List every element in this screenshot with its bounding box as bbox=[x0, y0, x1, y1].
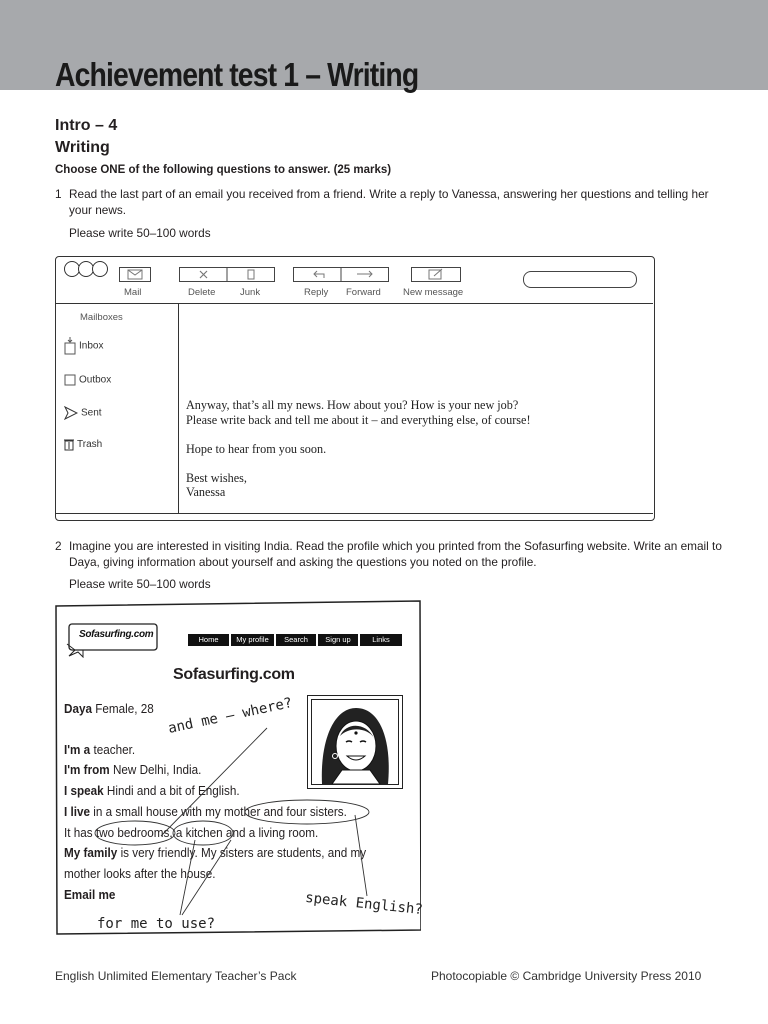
folder-label: Outbox bbox=[79, 374, 112, 386]
inbox-icon bbox=[64, 337, 76, 355]
delete-junk-button-group bbox=[179, 267, 275, 282]
question-number: 2 bbox=[55, 539, 62, 553]
label-speak: I speak bbox=[64, 783, 104, 799]
question-text: Read the last part of an email you received from a friend. Write a reply to Vanessa, answering her questions and telling her your news. bbox=[69, 187, 709, 217]
folder-trash bbox=[64, 438, 102, 451]
folder-sent bbox=[64, 406, 102, 420]
label-im-a: I'm a bbox=[64, 741, 91, 757]
note-for-me: for me to use? bbox=[97, 916, 216, 932]
footer-publisher: English Unlimited Elementary Teacher’s Pack bbox=[55, 969, 297, 983]
email-bottom-bar bbox=[56, 513, 653, 514]
message-line: Hope to hear from you soon. bbox=[186, 441, 327, 456]
word-count-note: Please write 50–100 words bbox=[69, 577, 211, 591]
toolbar-label-forward: Forward bbox=[346, 287, 381, 298]
value-from: New Delhi, India. bbox=[109, 762, 202, 778]
compose-icon bbox=[412, 268, 460, 281]
label-live: I live bbox=[64, 803, 91, 819]
message-line: Anyway, that’s all my news. How about you? How is your new job? bbox=[186, 398, 519, 412]
value-family-cont: mother looks after the house. bbox=[64, 865, 216, 881]
instruction: Choose ONE of the following questions to answer. (25 marks) bbox=[55, 164, 392, 176]
nav-sign-up: Sign up bbox=[318, 634, 358, 646]
unit-label: Intro – 4 bbox=[55, 117, 118, 134]
toolbar-label-junk: Junk bbox=[240, 287, 261, 298]
label-from: I'm from bbox=[64, 762, 110, 778]
footer-copyright: Photocopiable © Cambridge University Press 2010 bbox=[431, 969, 702, 983]
question-2 bbox=[55, 538, 725, 570]
trash-icon bbox=[64, 438, 74, 451]
message-line: Please write back and tell me about it – and everything else, of course! bbox=[186, 412, 531, 427]
email-message bbox=[186, 398, 531, 500]
page-title: Achievement test 1 – Writing bbox=[55, 56, 419, 93]
mailboxes-heading: Mailboxes bbox=[80, 312, 123, 323]
label-family: My family bbox=[64, 845, 118, 861]
reply-forward-button-group bbox=[293, 267, 389, 282]
toolbar-label-mail: Mail bbox=[124, 287, 142, 298]
mail-button bbox=[119, 267, 151, 282]
nav-search: Search bbox=[276, 634, 316, 646]
profile-name: Daya bbox=[64, 701, 92, 716]
toolbar-label-delete: Delete bbox=[188, 287, 216, 298]
word-count-note: Please write 50–100 words bbox=[69, 226, 211, 240]
value-home: in a small house with my mother and four sisters. bbox=[90, 803, 347, 819]
reply-icon bbox=[294, 268, 389, 281]
delete-icon bbox=[180, 268, 275, 281]
search-input bbox=[523, 271, 637, 288]
value-job: teacher. bbox=[90, 741, 136, 757]
logo-text: Sofasurfing.com bbox=[79, 629, 154, 640]
note-speak-english: speak English? bbox=[304, 889, 424, 919]
value-languages: Hindi and a bit of English. bbox=[103, 783, 240, 799]
email-toolbar bbox=[56, 257, 653, 304]
annotation-lines bbox=[55, 600, 424, 935]
toolbar-label-new-message: New message bbox=[403, 287, 464, 298]
value-family: is very friendly. My sisters are students, and my bbox=[117, 845, 367, 861]
folder-label: Sent bbox=[81, 407, 102, 419]
toolbar-label-reply: Reply bbox=[304, 287, 329, 298]
message-line: Best wishes, bbox=[186, 470, 247, 485]
section-title: Writing bbox=[55, 139, 110, 156]
folder-outbox bbox=[64, 374, 111, 386]
email-client bbox=[55, 256, 655, 521]
nav-my-profile: My profile bbox=[231, 634, 274, 646]
sent-icon bbox=[64, 406, 78, 420]
nav-home: Home bbox=[188, 634, 229, 646]
window-dot-icon bbox=[92, 261, 108, 277]
mailbox-sidebar bbox=[56, 304, 179, 513]
site-title: Sofasurfing.com bbox=[173, 666, 295, 683]
profile-gender-age: Female, 28 bbox=[91, 701, 154, 716]
outbox-icon bbox=[64, 374, 76, 386]
question-1 bbox=[55, 186, 725, 218]
message-line: Vanessa bbox=[186, 485, 226, 499]
question-text: Imagine you are interested in visiting India. Read the profile which you printed from the Sofasurfing website. Write an email to Daya, giving information about yourself and asking the questions you noted on the profile. bbox=[69, 539, 722, 569]
note-where: and me – where? bbox=[166, 695, 294, 737]
folder-inbox bbox=[64, 337, 103, 355]
label-email: Email me bbox=[64, 886, 116, 902]
question-number: 1 bbox=[55, 187, 62, 201]
window-controls bbox=[64, 261, 106, 282]
folder-label: Trash bbox=[77, 439, 103, 451]
envelope-icon bbox=[120, 268, 150, 281]
profile-printout bbox=[55, 600, 424, 935]
nav-links: Links bbox=[360, 634, 402, 646]
new-message-button bbox=[411, 267, 461, 282]
folder-label: Inbox bbox=[79, 340, 104, 352]
value-rooms: It has two bedrooms, a kitchen and a living room. bbox=[64, 824, 319, 840]
